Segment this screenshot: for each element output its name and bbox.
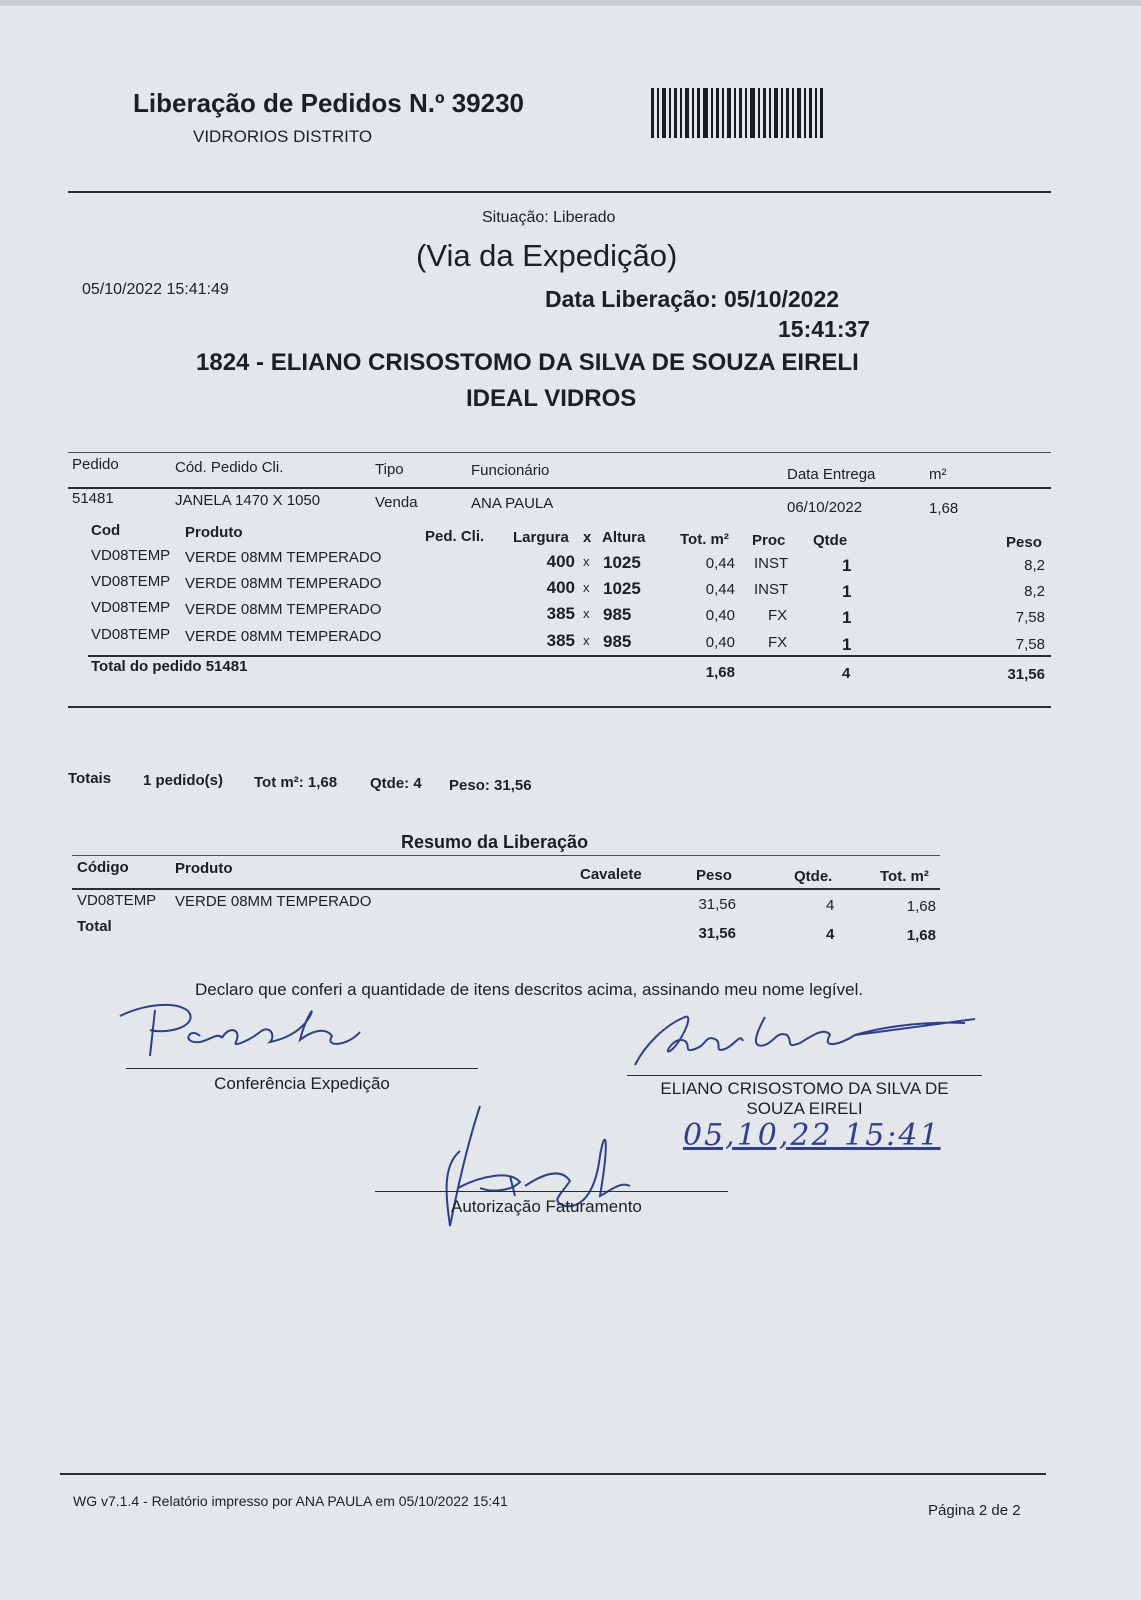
items-total-line [88, 655, 1051, 657]
client-trade-name: IDEAL VIDROS [466, 385, 637, 412]
document-title: Liberação de Pedidos N.º 39230 [133, 88, 524, 118]
totals-tot-m2: Tot m²: 1,68 [254, 774, 338, 791]
items-header-x: x [583, 529, 592, 546]
item-peso: 7,58 [1015, 636, 1045, 653]
company-name: VIDRORIOS DISTRITO [193, 127, 373, 146]
item-peso: 8,2 [1024, 557, 1045, 574]
items-header-largura: Largura [513, 529, 569, 546]
signature-client-icon [625, 1005, 995, 1075]
signature-label-client-line2: SOUZA EIRELI [746, 1099, 863, 1118]
item-qtde: 1 [842, 635, 852, 654]
handwritten-date: 05,10,22 15:41 [683, 1118, 941, 1153]
item-produto: VERDE 08MM TEMPERADO [185, 575, 382, 592]
totals-pedidos: 1 pedido(s) [143, 772, 224, 789]
summary-qtde: 4 [826, 897, 835, 914]
header-m2: m² [929, 466, 947, 483]
item-x: x [583, 554, 590, 569]
footer-printed-by: WG v7.1.4 - Relatório impresso por ANA PAULA em 05/10/2022 15:41 [73, 1493, 508, 1509]
order-cod-pedido-cli: JANELA 1470 X 1050 [175, 492, 321, 509]
totals-peso: Peso: 31,56 [449, 777, 532, 794]
signature-label-client-line1: ELIANO CRISOSTOMO DA SILVA DE [660, 1079, 949, 1098]
paper-edge [0, 0, 1141, 6]
item-cod: VD08TEMP [91, 599, 171, 616]
order-pedido: 51481 [72, 490, 114, 507]
item-cod: VD08TEMP [91, 626, 171, 643]
item-produto: VERDE 08MM TEMPERADO [185, 601, 382, 618]
order-table-top-line [68, 452, 1051, 453]
items-header-produto: Produto [185, 524, 243, 541]
status-text: Situação: Liberado [482, 209, 616, 226]
item-tot-m2: 0,44 [705, 581, 735, 598]
items-header-altura: Altura [602, 529, 646, 546]
item-tot-m2: 0,40 [705, 607, 735, 624]
summary-header-peso: Peso [696, 867, 732, 884]
summary-produto: VERDE 08MM TEMPERADO [175, 893, 372, 910]
declaration-text: Declaro que conferi a quantidade de itens descritos acima, assinando meu nome legível. [195, 980, 864, 999]
summary-total-label: Total [77, 918, 112, 935]
order-total-tot-m2: 1,68 [705, 664, 735, 681]
order-total-label: Total do pedido 51481 [91, 658, 248, 675]
release-date: Data Liberação: 05/10/2022 [545, 286, 840, 312]
summary-header-qtde: Qtde. [794, 868, 833, 885]
summary-header-cavalete: Cavalete [580, 866, 642, 883]
signature-label-expedicao: Conferência Expedição [214, 1074, 390, 1093]
item-largura: 385 [546, 631, 575, 650]
order-header-underline [68, 487, 1051, 489]
barcode-icon [651, 88, 826, 140]
item-x: x [583, 633, 590, 648]
order-data-entrega: 06/10/2022 [787, 499, 863, 516]
summary-tot-m2: 1,68 [906, 898, 936, 915]
item-peso: 8,2 [1024, 583, 1045, 600]
totals-label: Totais [68, 770, 112, 787]
summary-codigo: VD08TEMP [77, 892, 157, 909]
item-qtde: 1 [842, 556, 852, 575]
summary-header-underline [72, 888, 940, 890]
header-data-entrega: Data Entrega [787, 466, 876, 483]
items-header-ped-cli: Ped. Cli. [425, 528, 485, 545]
summary-total-tot-m2: 1,68 [906, 927, 936, 944]
summary-header-produto: Produto [175, 860, 233, 877]
signature-label-faturamento: Autorização Faturamento [451, 1197, 642, 1216]
footer-page-number: Página 2 de 2 [928, 1502, 1021, 1519]
summary-top-line [72, 855, 940, 856]
signature-expedicao-icon [110, 996, 390, 1066]
item-largura: 400 [546, 552, 575, 571]
item-x: x [583, 606, 590, 621]
header-cod-pedido-cli: Cód. Pedido Cli. [175, 459, 284, 476]
item-tot-m2: 0,44 [705, 555, 735, 572]
order-block-divider [68, 706, 1051, 708]
header-pedido: Pedido [72, 456, 119, 473]
items-header-cod: Cod [91, 522, 121, 539]
release-time: 15:41:37 [778, 316, 871, 342]
item-proc: INST [754, 581, 789, 598]
item-proc: FX [768, 607, 788, 624]
header-tipo: Tipo [375, 461, 404, 478]
signature-line-client [627, 1075, 982, 1076]
header-divider [68, 191, 1051, 193]
item-x: x [583, 580, 590, 595]
items-header-tot-m2: Tot. m² [680, 531, 729, 548]
item-produto: VERDE 08MM TEMPERADO [185, 549, 382, 566]
order-total-qtde: 4 [842, 665, 851, 682]
item-altura: 1025 [603, 579, 641, 598]
item-altura: 985 [603, 605, 632, 624]
item-altura: 985 [603, 632, 632, 651]
item-qtde: 1 [842, 608, 852, 627]
item-altura: 1025 [603, 553, 641, 572]
item-cod: VD08TEMP [91, 547, 171, 564]
item-qtde: 1 [842, 582, 852, 601]
totals-qtde: Qtde: 4 [370, 775, 422, 792]
summary-total-peso: 31,56 [698, 925, 736, 942]
summary-header-tot-m2: Tot. m² [880, 868, 929, 885]
item-cod: VD08TEMP [91, 573, 171, 590]
item-largura: 400 [546, 578, 575, 597]
signature-faturamento-icon [420, 1096, 660, 1246]
signature-line-faturamento [375, 1191, 728, 1192]
footer-divider [60, 1473, 1046, 1475]
summary-peso: 31,56 [698, 896, 736, 913]
client-name: 1824 - ELIANO CRISOSTOMO DA SILVA DE SOUZA EIRELI [196, 349, 859, 376]
items-header-proc: Proc [752, 532, 786, 549]
item-peso: 7,58 [1015, 609, 1045, 626]
item-tot-m2: 0,40 [705, 634, 735, 651]
item-largura: 385 [546, 604, 575, 623]
items-header-qtde: Qtde [813, 532, 848, 549]
item-proc: INST [754, 555, 789, 572]
summary-title: Resumo da Liberação [401, 832, 589, 852]
items-header-peso: Peso [1006, 534, 1042, 551]
print-datetime: 05/10/2022 15:41:49 [82, 281, 229, 298]
summary-header-codigo: Código [77, 859, 129, 876]
order-tipo: Venda [375, 494, 418, 511]
signature-line-expedicao [126, 1068, 478, 1069]
summary-total-qtde: 4 [826, 926, 835, 943]
item-proc: FX [768, 634, 788, 651]
header-funcionario: Funcionário [471, 462, 550, 479]
order-total-peso: 31,56 [1007, 666, 1045, 683]
order-funcionario: ANA PAULA [471, 495, 554, 512]
copy-label: (Via da Expedição) [416, 238, 678, 273]
item-produto: VERDE 08MM TEMPERADO [185, 628, 382, 645]
order-m2: 1,68 [929, 500, 959, 517]
